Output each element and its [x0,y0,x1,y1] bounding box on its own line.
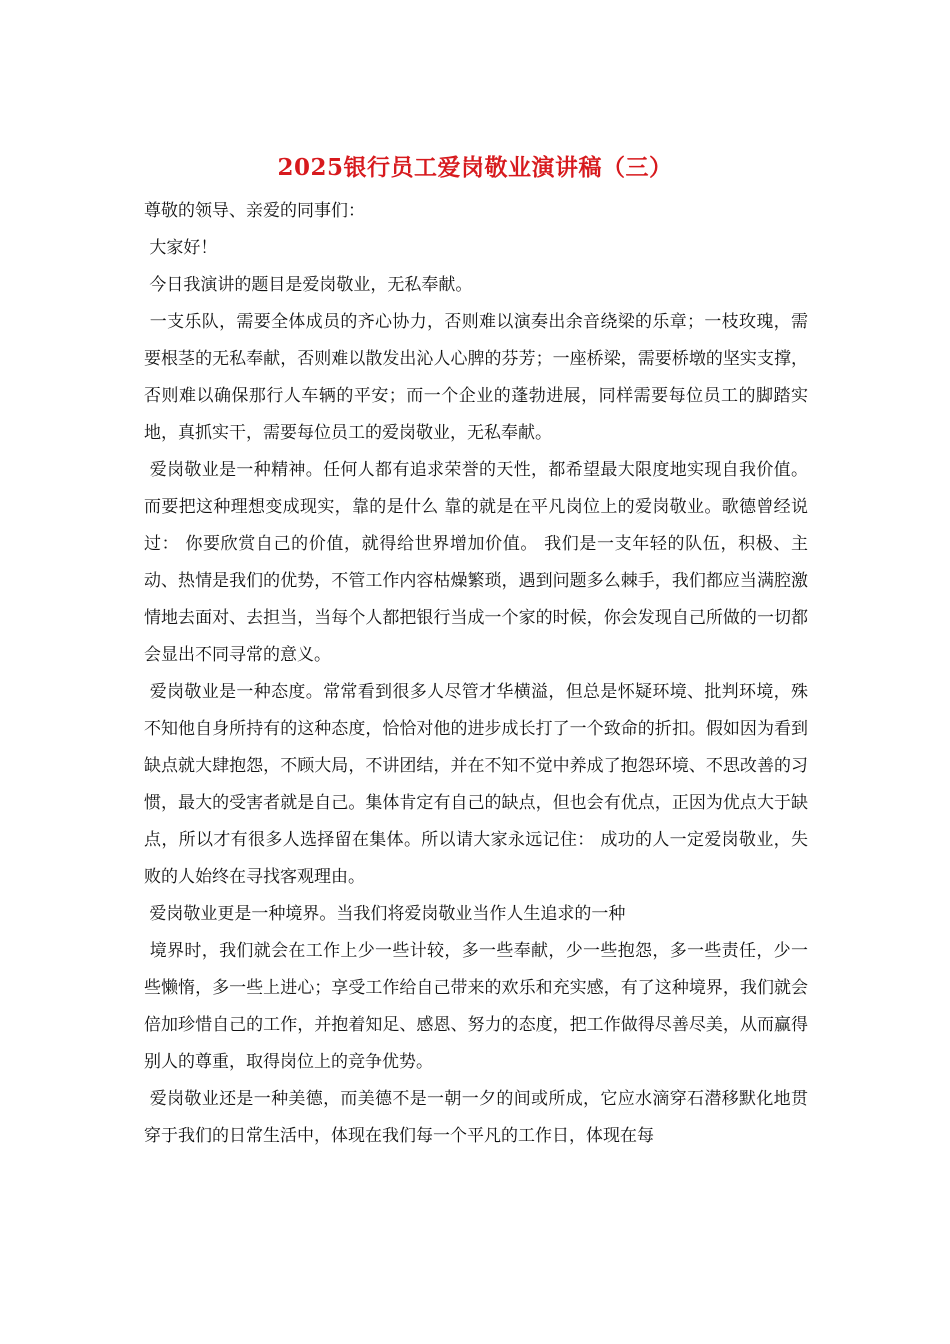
document-title: 2025银行员工爱岗敬业演讲稿（三） [277,154,673,181]
paragraph-salutation: 尊敬的领导、亲爱的同事们： [144,201,365,221]
paragraph-greeting: 大家好！ [144,238,218,258]
paragraph-topic: 今日我演讲的题目是爱岗敬业，无私奉献。 [144,275,473,295]
paragraph-attitude: 爱岗敬业是一种态度。常常看到很多人尽管才华横溢，但总是怀疑环境、批判环境，殊不知他自身所持有的这种态度，恰恰对他的进步成长打了一个致命的折扣。假如因为看到缺点就大肆抱怨，不顾大局，不讲团结，并在不知不觉中养成了抱怨环境、不思改善的习惯，最大的受害者就是自己。集体肯定有自己的缺点，但也会有优点，正因为优点大于缺点，所以才有很多人选择留在集体。所以请大家永远记住： 成功的人一定爱岗敬业，失败的人始终在寻找客观理由。 [144,682,809,887]
paragraph-spirit: 爱岗敬业是一种精神。任何人都有追求荣誉的天性，都希望最大限度地实现自我价值。而要把这种理想变成现实，靠的是什么 靠的就是在平凡岗位上的爱岗敬业。歌德曾经说过： 你要欣赏自己的价值，就得给世界增加价值。 我们是一支年轻的队伍，积极、主动、热情是我们的优势，不管工作内容枯燥繁琐，遇到问题多么棘手，我们都应当满腔激情地去面对、去担当，当每个人都把银行当成一个家的时候，你会发现自己所做的一切都会显出不同寻常的意义。 [144,460,809,665]
paragraph-realm-continued: 境界时，我们就会在工作上少一些计较，多一些奉献，少一些抱怨，多一些责任，少一些懒惰，多一些上进心；享受工作给自己带来的欢乐和充实感，有了这种境界，我们就会倍加珍惜自己的工作，并抱着知足、感恩、努力的态度，把工作做得尽善尽美，从而赢得别人的尊重，取得岗位上的竞争优势。 [144,941,809,1072]
paragraph-intro: 一支乐队，需要全体成员的齐心协力，否则难以演奏出余音绕梁的乐章；一枝玫瑰，需要根茎的无私奉献，否则难以散发出沁人心脾的芬芳；一座桥梁，需要桥墩的坚实支撑，否则难以确保那行人车辆的平安；而一个企业的蓬勃进展，同样需要每位员工的脚踏实地，真抓实干，需要每位员工的爱岗敬业，无私奉献。 [144,312,809,443]
paragraph-virtue: 爱岗敬业还是一种美德，而美德不是一朝一夕的间或所成，它应水滴穿石潜移默化地贯穿于我们的日常生活中，体现在我们每一个平凡的工作日，体现在每 [144,1089,809,1146]
paragraph-realm-start: 爱岗敬业更是一种境界。当我们将爱岗敬业当作人生追求的一种 [144,904,626,924]
document-body [144,193,808,1155]
